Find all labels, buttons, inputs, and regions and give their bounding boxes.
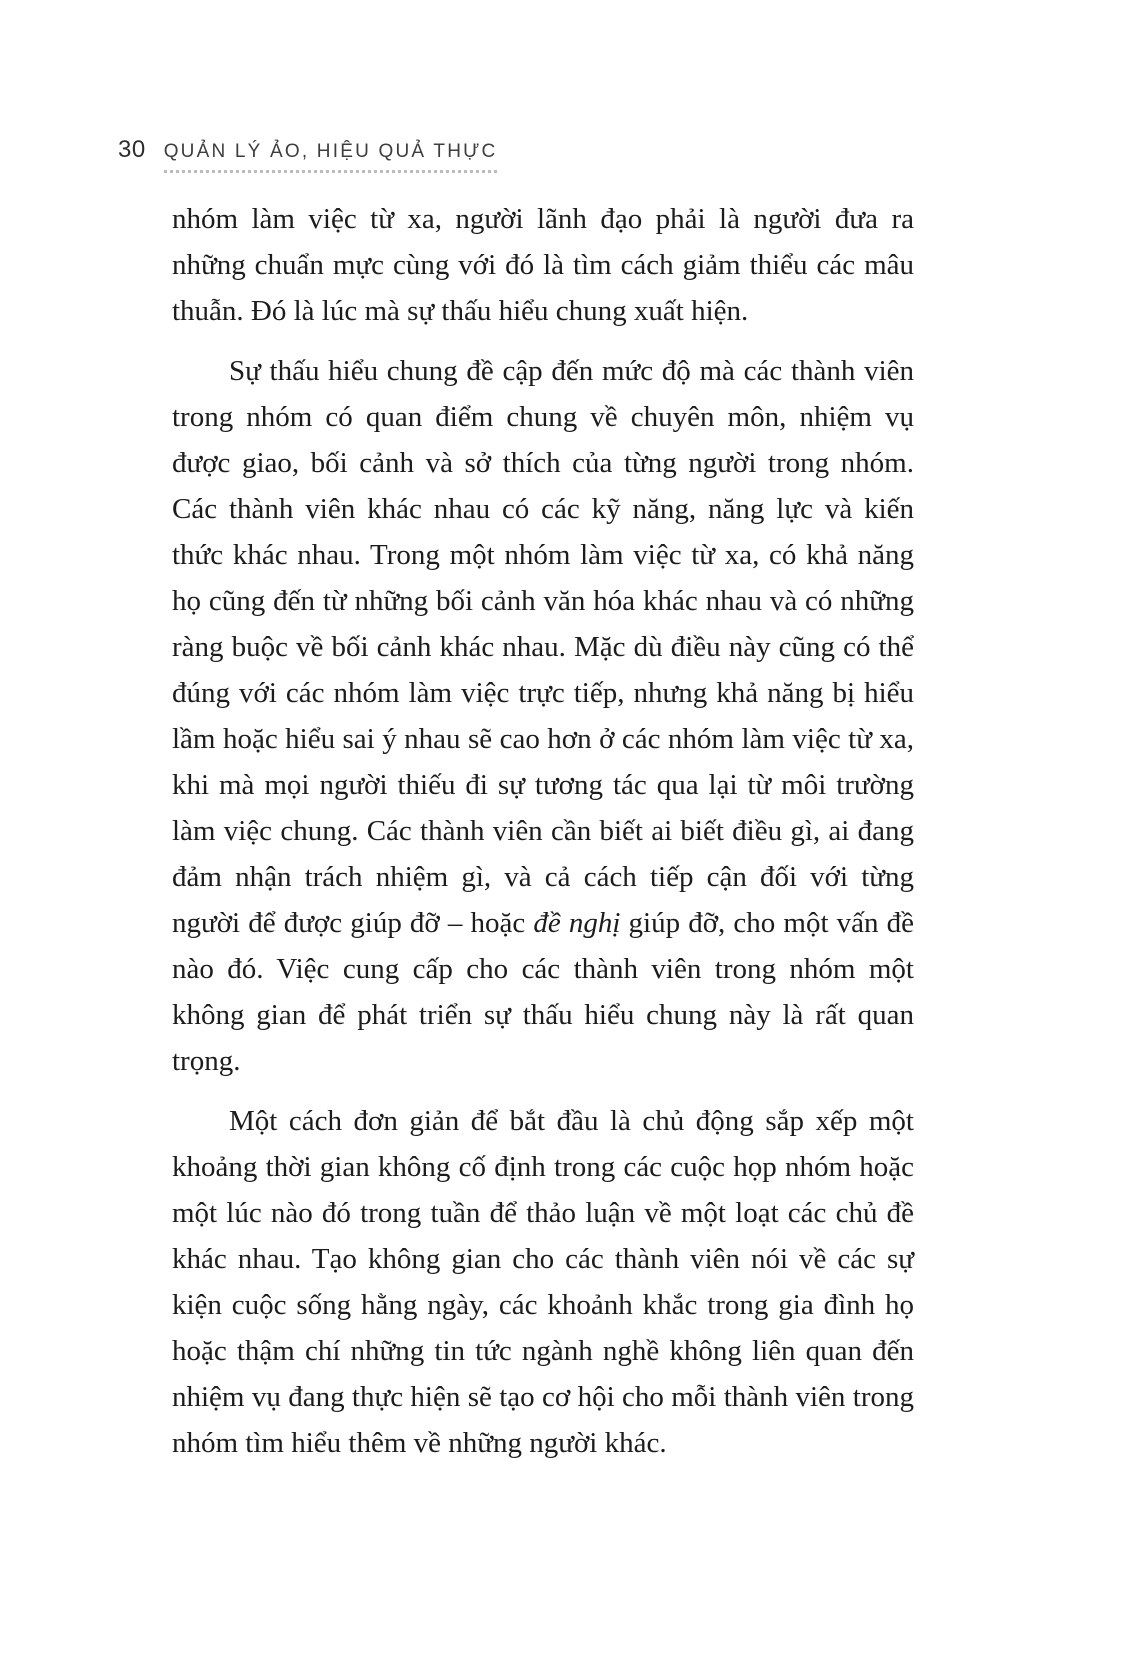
paragraph [172,196,914,334]
page-header [118,136,497,173]
text-run: giúp đỡ, cho một vấn đề nào đó. Việc cung cấp cho các thành viên trong nhóm một không gian để phát triển sự thấu hiểu chung này là rất quan trọng. [172,907,914,1077]
text-run: nhóm làm việc từ xa, người lãnh đạo phải là người đưa ra những chuẩn mực cùng với đó là tìm cách giảm thiểu các mâu thuẫn. Đó là lúc mà sự thấu hiểu chung xuất hiện. [172,203,914,327]
text-run: Một cách đơn giản để bắt đầu là chủ động sắp xếp một khoảng thời gian không cố định trong các cuộc họp nhóm hoặc một lúc nào đó trong tuần để thảo luận về một loạt các chủ đề khác nhau. Tạo không gian cho các thành viên nói về các sự kiện cuộc sống hằng ngày, các khoảnh khắc trong gia đình họ hoặc thậm chí những tin tức ngành nghề không liên quan đến nhiệm vụ đang thực hiện sẽ tạo cơ hội cho mỗi thành viên trong nhóm tìm hiểu thêm về những người khác. [172,1105,914,1459]
running-head: QUẢN LÝ ẢO, HIỆU QUẢ THỰC [164,141,498,173]
body-text [172,196,914,1480]
italic-text-run: đề nghị [533,907,621,939]
page-number: 30 [118,136,146,163]
paragraph [172,1098,914,1466]
text-run: Sự thấu hiểu chung đề cập đến mức độ mà các thành viên trong nhóm có quan điểm chung về chuyên môn, nhiệm vụ được giao, bối cảnh và sở thích của từng người trong nhóm. Các thành viên khác nhau có các kỹ năng, năng lực và kiến thức khác nhau. Trong một nhóm làm việc từ xa, có khả năng họ cũng đến từ những bối cảnh văn hóa khác nhau và có những ràng buộc về bối cảnh khác nhau. Mặc dù điều này cũng có thể đúng với các nhóm làm việc trực tiếp, nhưng khả năng bị hiểu lầm hoặc hiểu sai ý nhau sẽ cao hơn ở các nhóm làm việc từ xa, khi mà mọi người thiếu đi sự tương tác qua lại từ môi trường làm việc chung. Các thành viên cần biết ai biết điều gì, ai đang đảm nhận trách nhiệm gì, và cả cách tiếp cận đối với từng người để được giúp đỡ – hoặc [172,355,914,939]
paragraph [172,348,914,1084]
